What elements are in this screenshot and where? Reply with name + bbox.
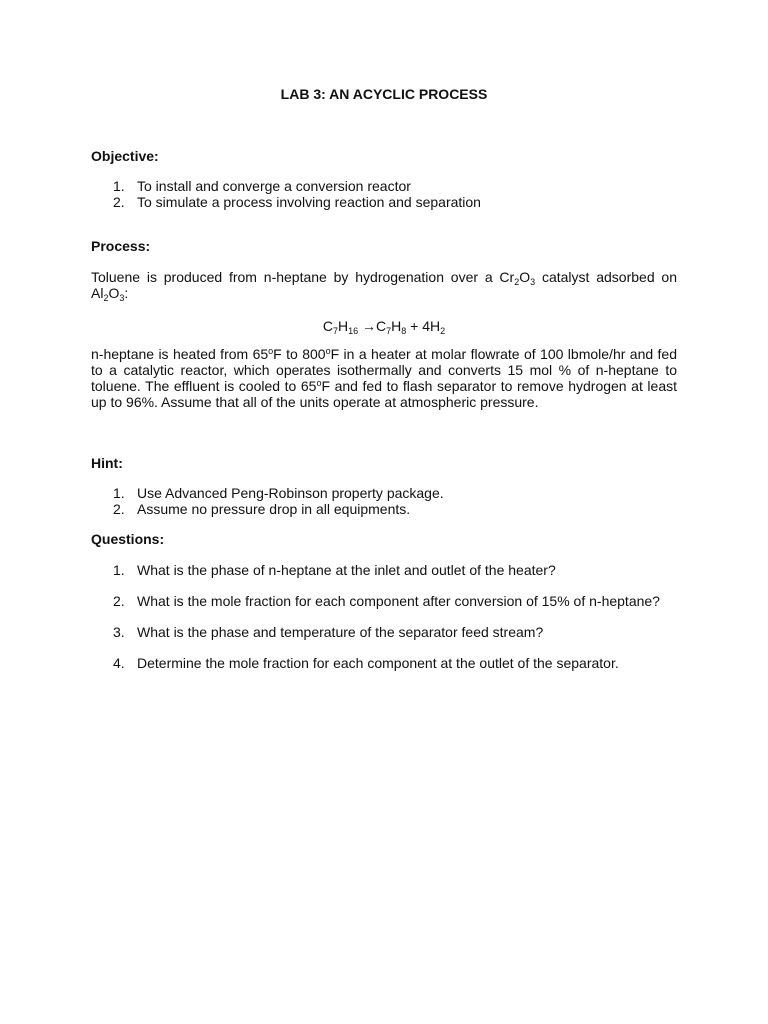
list-item-text: To install and converge a conversion reactor — [137, 178, 411, 194]
text-run: Toluene is produced from n-heptane by hydrogenation over a Cr — [91, 269, 515, 285]
list-item-number: 4. — [113, 655, 125, 671]
list-item — [91, 624, 677, 655]
text-run: C — [376, 318, 387, 334]
text-run: F and fed to flash separator to remove hydrogen at least up to 96%. Assume that all of the units operate at atmospheric pressure. — [91, 378, 677, 410]
list-item — [91, 593, 677, 624]
text-run: H — [337, 318, 349, 334]
list-item-number: 3. — [113, 624, 125, 640]
list-item — [91, 178, 677, 194]
text-run: catalyst adsorbed on Al — [91, 269, 677, 301]
text-run: H — [391, 318, 402, 334]
document-title: LAB 3: AN ACYCLIC PROCESS — [280, 86, 488, 102]
subscript: 7 — [332, 326, 338, 336]
text-run: : — [124, 285, 129, 301]
text-run: n-heptane is heated from 65 — [91, 346, 269, 362]
text-run: O — [519, 269, 531, 285]
subscript: 3 — [530, 277, 536, 287]
list-item — [91, 194, 677, 210]
reaction-arrow: → — [358, 318, 376, 334]
subscript: 3 — [119, 293, 125, 303]
text-run: O — [108, 285, 120, 301]
process-heading: Process: — [91, 238, 151, 254]
questions-list — [91, 562, 677, 686]
superscript: o — [316, 378, 322, 388]
reaction-equation — [91, 318, 677, 334]
list-item — [91, 501, 677, 517]
hint-list — [91, 485, 677, 517]
text-run: F in a heater at molar flowrate of 100 lbmole/hr and fed to a catalytic reactor, which operates isothermally and converts 15 mol % of n-heptane to toluene. The effluent is cooled to 65 — [91, 346, 678, 394]
text-run: C — [322, 318, 333, 334]
questions-heading: Questions: — [91, 531, 165, 547]
subscript: 2 — [440, 326, 446, 336]
list-item-text: Determine the mole fraction for each component at the outlet of the separator. — [137, 655, 619, 671]
list-item-number: 2. — [113, 593, 125, 609]
list-item-text: What is the phase of n-heptane at the inlet and outlet of the heater? — [137, 562, 556, 578]
objective-heading: Objective: — [91, 148, 159, 164]
list-item-number: 2. — [113, 194, 125, 210]
list-item-number: 1. — [113, 178, 125, 194]
superscript: o — [268, 346, 274, 356]
list-item-text: What is the mole fraction for each component after conversion of 15% of n-heptane? — [137, 593, 660, 609]
list-item — [91, 562, 677, 593]
list-item — [91, 485, 677, 501]
list-item-text: Use Advanced Peng-Robinson property package. — [137, 485, 444, 501]
hint-heading: Hint: — [91, 455, 123, 471]
list-item-text: Assume no pressure drop in all equipments. — [137, 501, 411, 517]
objective-list — [91, 178, 677, 210]
subscript: 8 — [401, 326, 407, 336]
list-item-text: To simulate a process involving reaction and separation — [137, 194, 481, 210]
process-description-paragraph — [91, 346, 677, 410]
list-item-number: 2. — [113, 501, 125, 517]
subscript: 2 — [514, 277, 520, 287]
list-item — [91, 655, 677, 686]
text-run: + 4H — [406, 318, 441, 334]
superscript: o — [325, 346, 331, 356]
process-intro-paragraph — [91, 269, 677, 301]
list-item-number: 1. — [113, 562, 125, 578]
subscript: 2 — [103, 293, 109, 303]
subscript: 16 — [348, 326, 359, 336]
list-item-number: 1. — [113, 485, 125, 501]
text-run: F to 800 — [273, 346, 326, 362]
list-item-text: What is the phase and temperature of the separator feed stream? — [137, 624, 544, 640]
subscript: 7 — [386, 326, 392, 336]
